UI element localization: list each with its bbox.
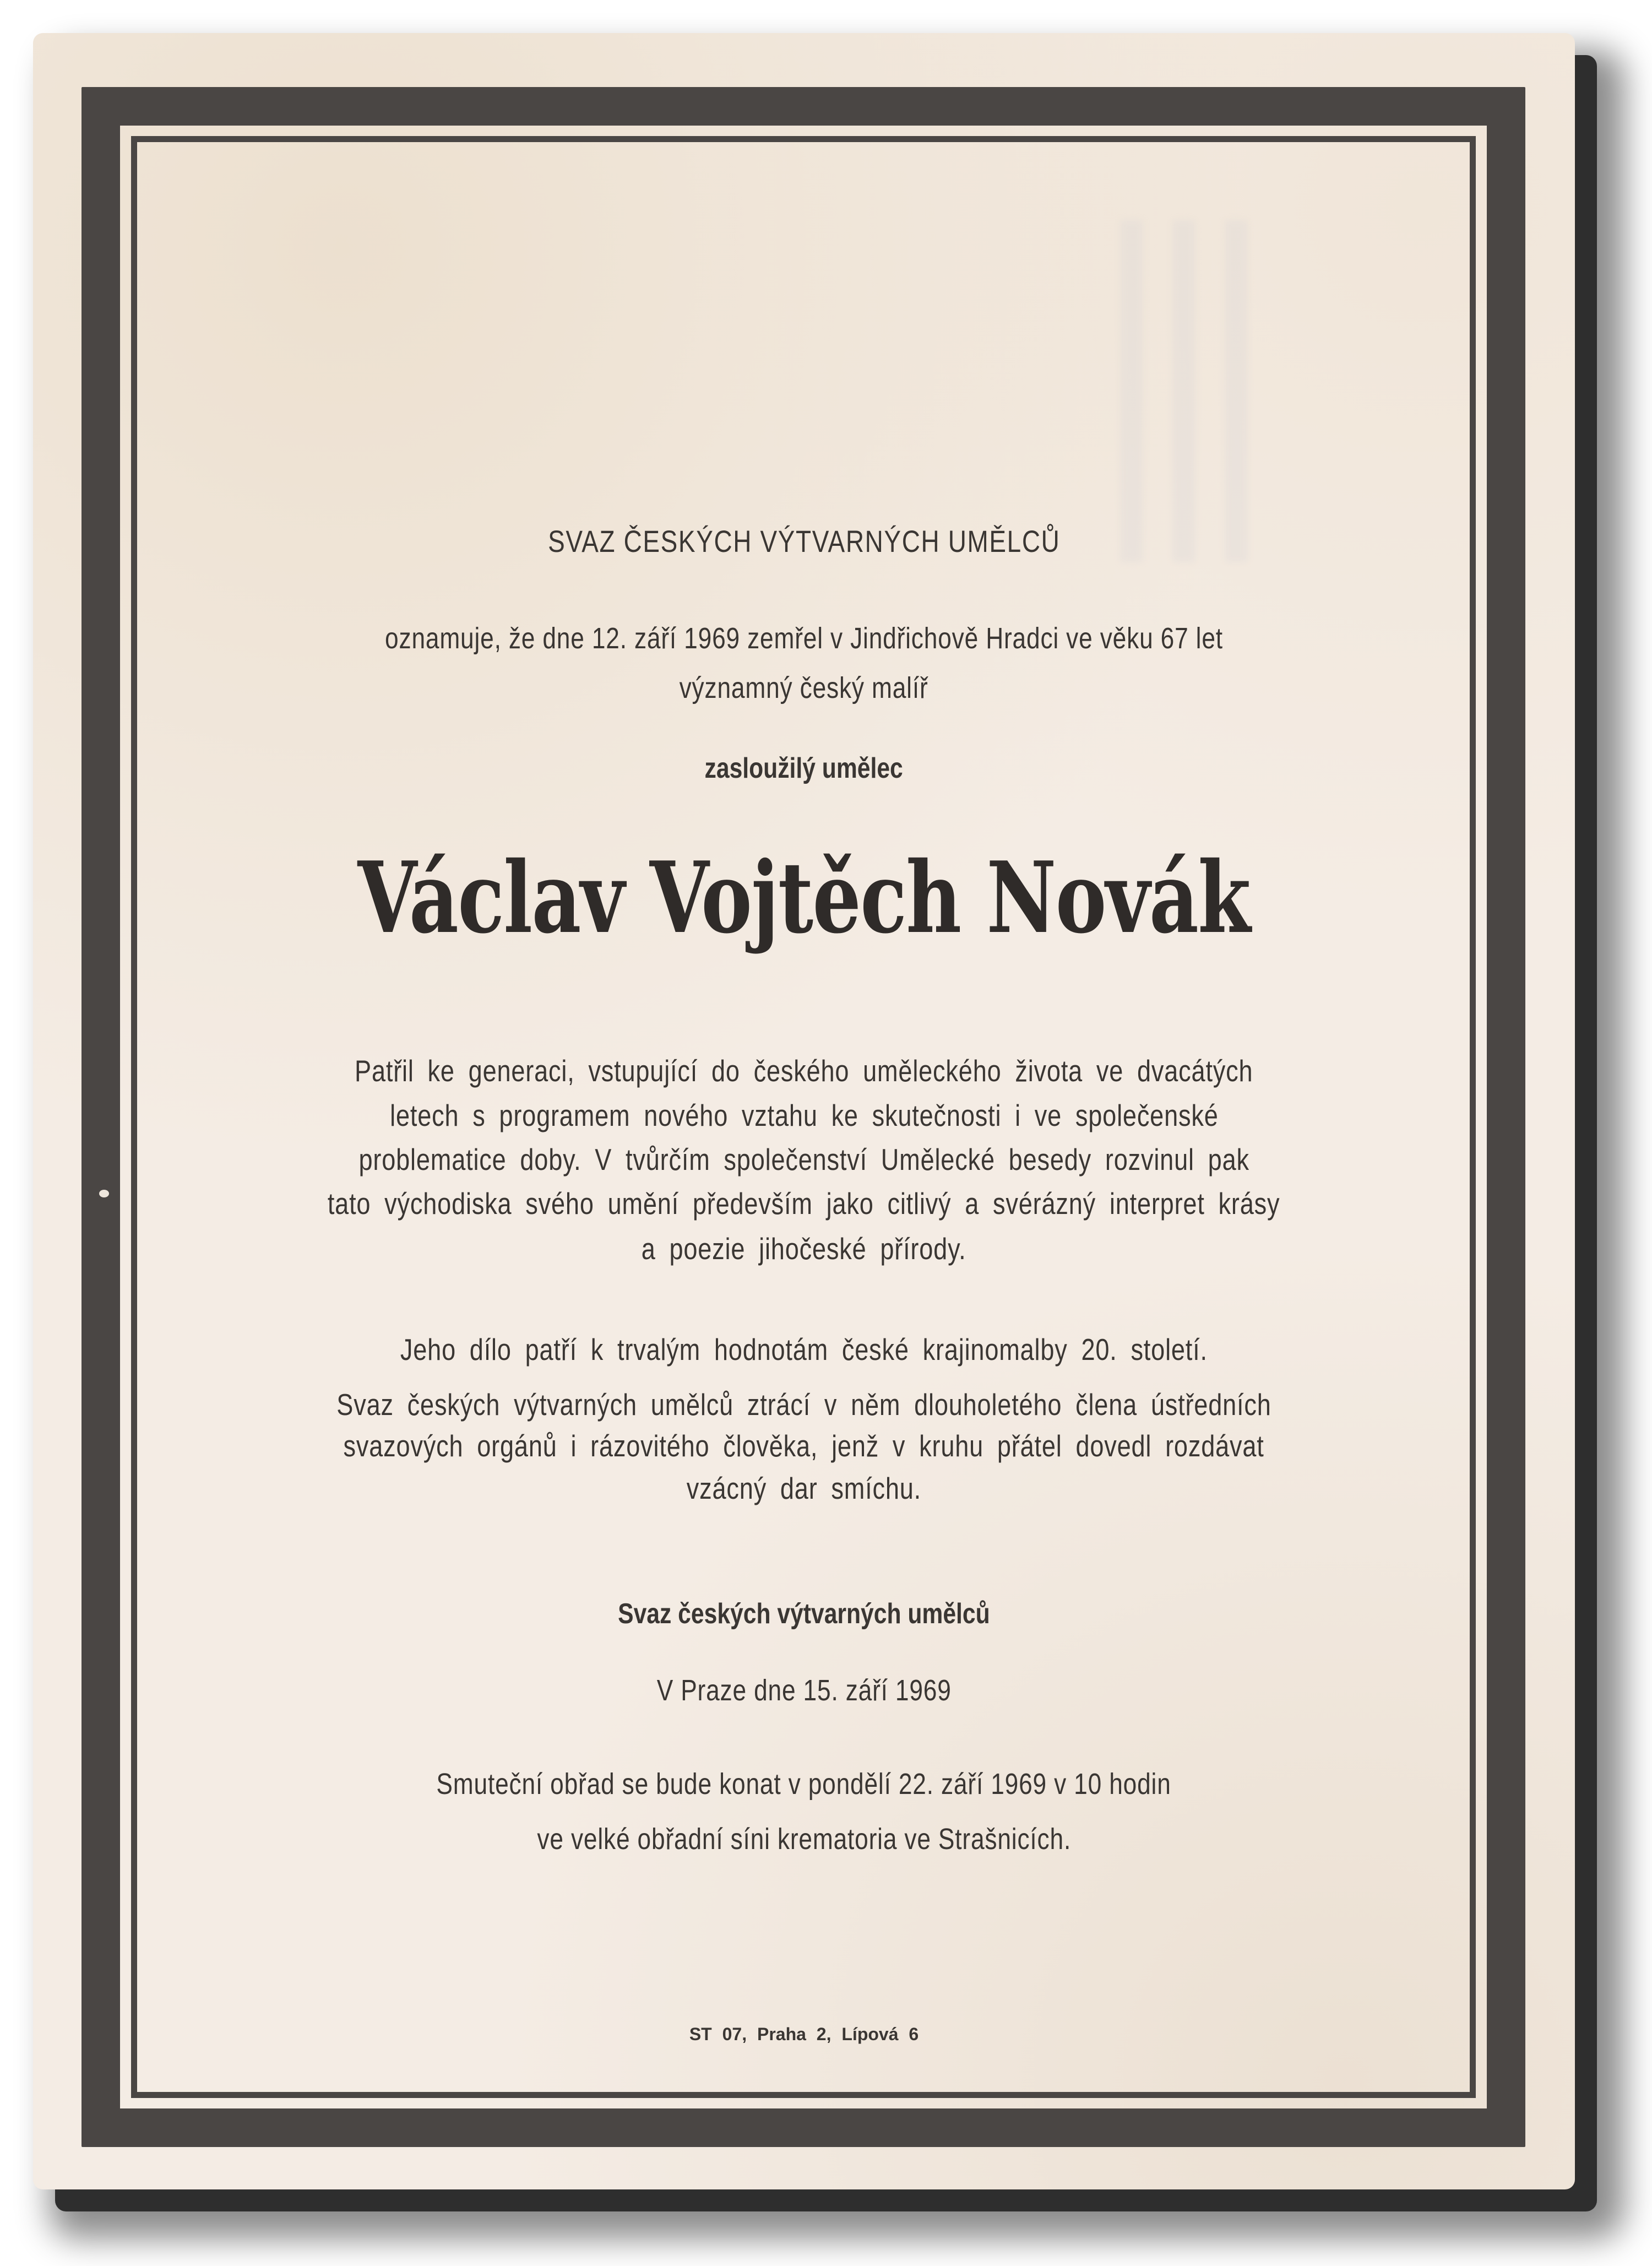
announcement-line	[143, 671, 1465, 705]
deceased-name-text: Václav Vojtěch Novák	[357, 840, 1251, 955]
announcement-line	[143, 621, 1465, 655]
biography-text: letech s programem nového vztahu ke skutečnosti i ve společenské	[389, 1098, 1219, 1132]
place-date	[143, 1673, 1465, 1707]
deceased-name	[143, 840, 1465, 955]
announcement-text: významný český malíř	[680, 671, 928, 704]
ceremony-text: Smuteční obřad se bude konat v pondělí 22. září 1969 v 10 hodin	[436, 1768, 1172, 1801]
ceremony-line	[143, 1767, 1465, 1801]
biography-line	[143, 1231, 1465, 1266]
printer-imprint-text: ST 07, Praha 2, Lípová 6	[689, 2024, 919, 2044]
ceremony-text: ve velké obřadní síni krematoria ve Strašnicích.	[537, 1823, 1071, 1856]
ceremony-line	[143, 1822, 1465, 1856]
biography-line	[143, 1098, 1465, 1133]
biography-line	[143, 1186, 1465, 1221]
pin-hole	[99, 1190, 109, 1197]
organization-heading	[143, 523, 1465, 559]
printer-imprint	[143, 2024, 1465, 2045]
tribute-text: Svaz českých výtvarných umělců ztrácí v něm dlouholetého člena ústředních	[336, 1387, 1271, 1422]
biography-line	[143, 1053, 1465, 1088]
honorary-title-text: zasloužilý umělec	[704, 752, 904, 784]
tribute-line	[143, 1428, 1465, 1463]
place-date-text: V Praze dne 15. září 1969	[656, 1674, 952, 1707]
tribute-line	[143, 1387, 1465, 1422]
signature	[143, 1597, 1465, 1630]
tribute-line	[143, 1471, 1465, 1506]
legacy-text: Jeho dílo patří k trvalým hodnotám české krajinomalby 20. století.	[400, 1332, 1208, 1367]
announcement-text: oznamuje, že dne 12. září 1969 zemřel v Jindřichově Hradci ve věku 67 let	[385, 622, 1223, 655]
biography-text: Patřil ke generaci, vstupující do českého uměleckého života ve dvacátých	[355, 1054, 1253, 1088]
biography-text: a poezie jihočeské přírody.	[642, 1232, 966, 1266]
biography-text: problematice doby. V tvůrčím společenství Umělecké besedy rozvinul pak	[358, 1142, 1249, 1177]
biography-text: tato východiska svého umění především jako citlivý a svérázný interpret krásy	[328, 1186, 1280, 1221]
tribute-text: svazových orgánů i rázovitého člověka, jenž v kruhu přátel dovedl rozdávat	[343, 1429, 1265, 1463]
honorary-title	[143, 752, 1465, 785]
tribute-text: vzácný dar smíchu.	[686, 1471, 922, 1505]
biography-line	[143, 1142, 1465, 1177]
signature-text: Svaz českých výtvarných umělců	[618, 1598, 990, 1630]
organization-heading-text: SVAZ ČESKÝCH VÝTVARNÝCH UMĚLCŮ	[547, 524, 1061, 559]
legacy-line	[143, 1332, 1465, 1367]
